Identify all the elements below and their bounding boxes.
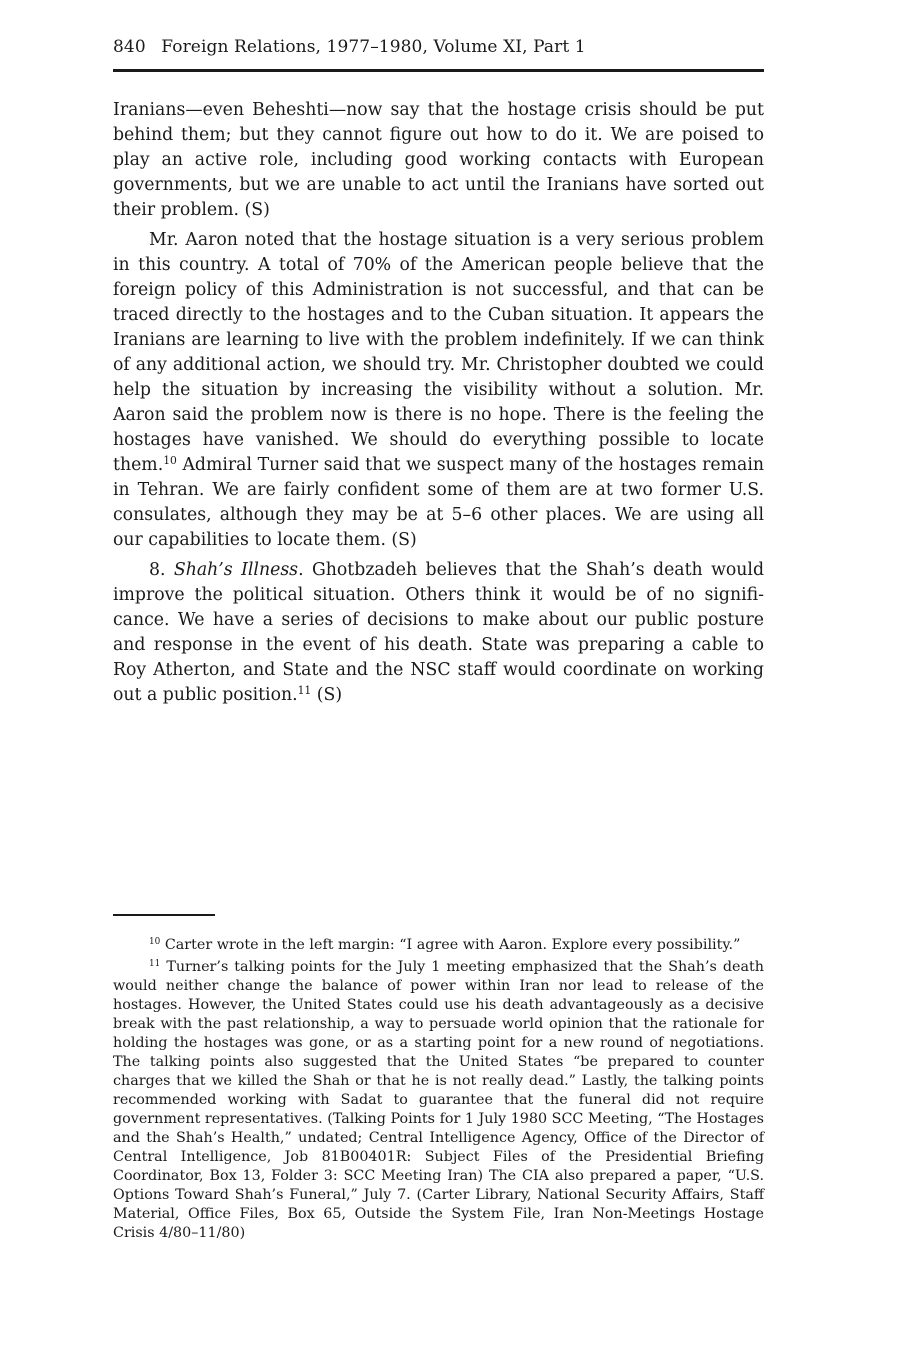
footnote-10 [113,936,764,955]
body-text [113,98,764,713]
footnote-11 [113,958,764,1243]
paragraph-text: Mr. Aaron noted that the hostage situation is a very serious problem in this country. A total of 70% of the American people believe that the foreign policy of this Administration is not successful, and that can be traced directly to the hostages and to the Cuban situation. It appears the Iranians are learning to live with the problem indefinitely. If we can think of any additional action, we should try. Mr. Christopher doubted we could help the situation by increasing the visibility without a solution. Mr. Aaron said the problem now is there is no hope. There is the feeling the hostages have vanished. We should do everything possible to locate them. [113,230,764,475]
item-title: Shah’s Illness [173,560,299,580]
running-title: Foreign Relations, 1977–1980, Volume XI, Part 1 [161,37,586,57]
paragraph-text: Admiral Turner said that we suspect many of the hostages remain in Tehran. We are fairly confident some of them are at two former U.S. consulates, although they may be at 5–6 other places. We are using all our capabilities to locate them. (S) [113,455,764,550]
footnote-ref-10[interactable]: 10 [163,454,177,468]
footnote-text: Carter wrote in the left margin: “I agree with Aaron. Explore every possibility.” [160,937,741,953]
page-number: 840 [113,37,146,57]
paragraph-aaron [113,228,764,553]
footnote-mark: 11 [149,959,161,970]
header-rule [113,69,764,72]
paragraph-shahs-illness [113,558,764,708]
footnote-text: Turner’s talking points for the July 1 meeting emphasized that the Shah’s death would neither change the balance of power within Iran nor lead to release of the hostages. However, the United States could use his death advantageously as a decisive break with the past relationship, a way to persuade world opinion that the rationale for holding the hostages was gone, or as a starting point for a new round of negotiations. The talking points also suggested that the United States “be prepared to counter charges that we killed the Shah or that he is not really dead.” Lastly, the talking points recommended working with Sadat to guarantee that the funeral did not require government representatives. (Talking Points for 1 July 1980 SCC Meeting, “The Hostages and the Shah’s Health,” undated; Central Intelligence Agency, Office of the Director of Central Intelligence, Job 81B00401R: Subject Files of the Presidential Briefing Coordinator, Box 13, Folder 3: SCC Meeting Iran) The CIA also prepared a paper, “U.S. Options Toward Shah’s Funeral,” July 7. (Carter Library, National Security Affairs, Staff Material, Office Files, Box 65, Outside the System File, Iran Non-Meetings Hostage Crisis 4/80–11/80) [113,959,764,1241]
footnote-rule [113,914,215,916]
footnote-ref-11[interactable]: 11 [297,684,312,698]
paragraph-text: Iranians—even Beheshti—now say that the hostage crisis should be put behind them; but they cannot figure out how to do it. We are poised to play an active role, including good working contacts with European governments, but we are unable to act until the Iranians have sorted out their problem. (S) [113,100,764,220]
running-header [113,37,764,57]
paragraph-text: . Ghotbzadeh believes that the Shah’s death would improve the political situation. Others think it would be of no significance. We have a series of decisions to make about our public posture and response in the event of his death. State was preparing a cable to Roy Atherton, and State and the NSC staff would coordinate on working out a public position. [113,560,765,705]
item-number: 8. [149,560,174,580]
paragraph-text: (S) [311,685,343,705]
paragraph-hostage-crisis [113,98,764,223]
footnotes [113,936,764,1246]
footnote-mark: 10 [149,937,161,948]
